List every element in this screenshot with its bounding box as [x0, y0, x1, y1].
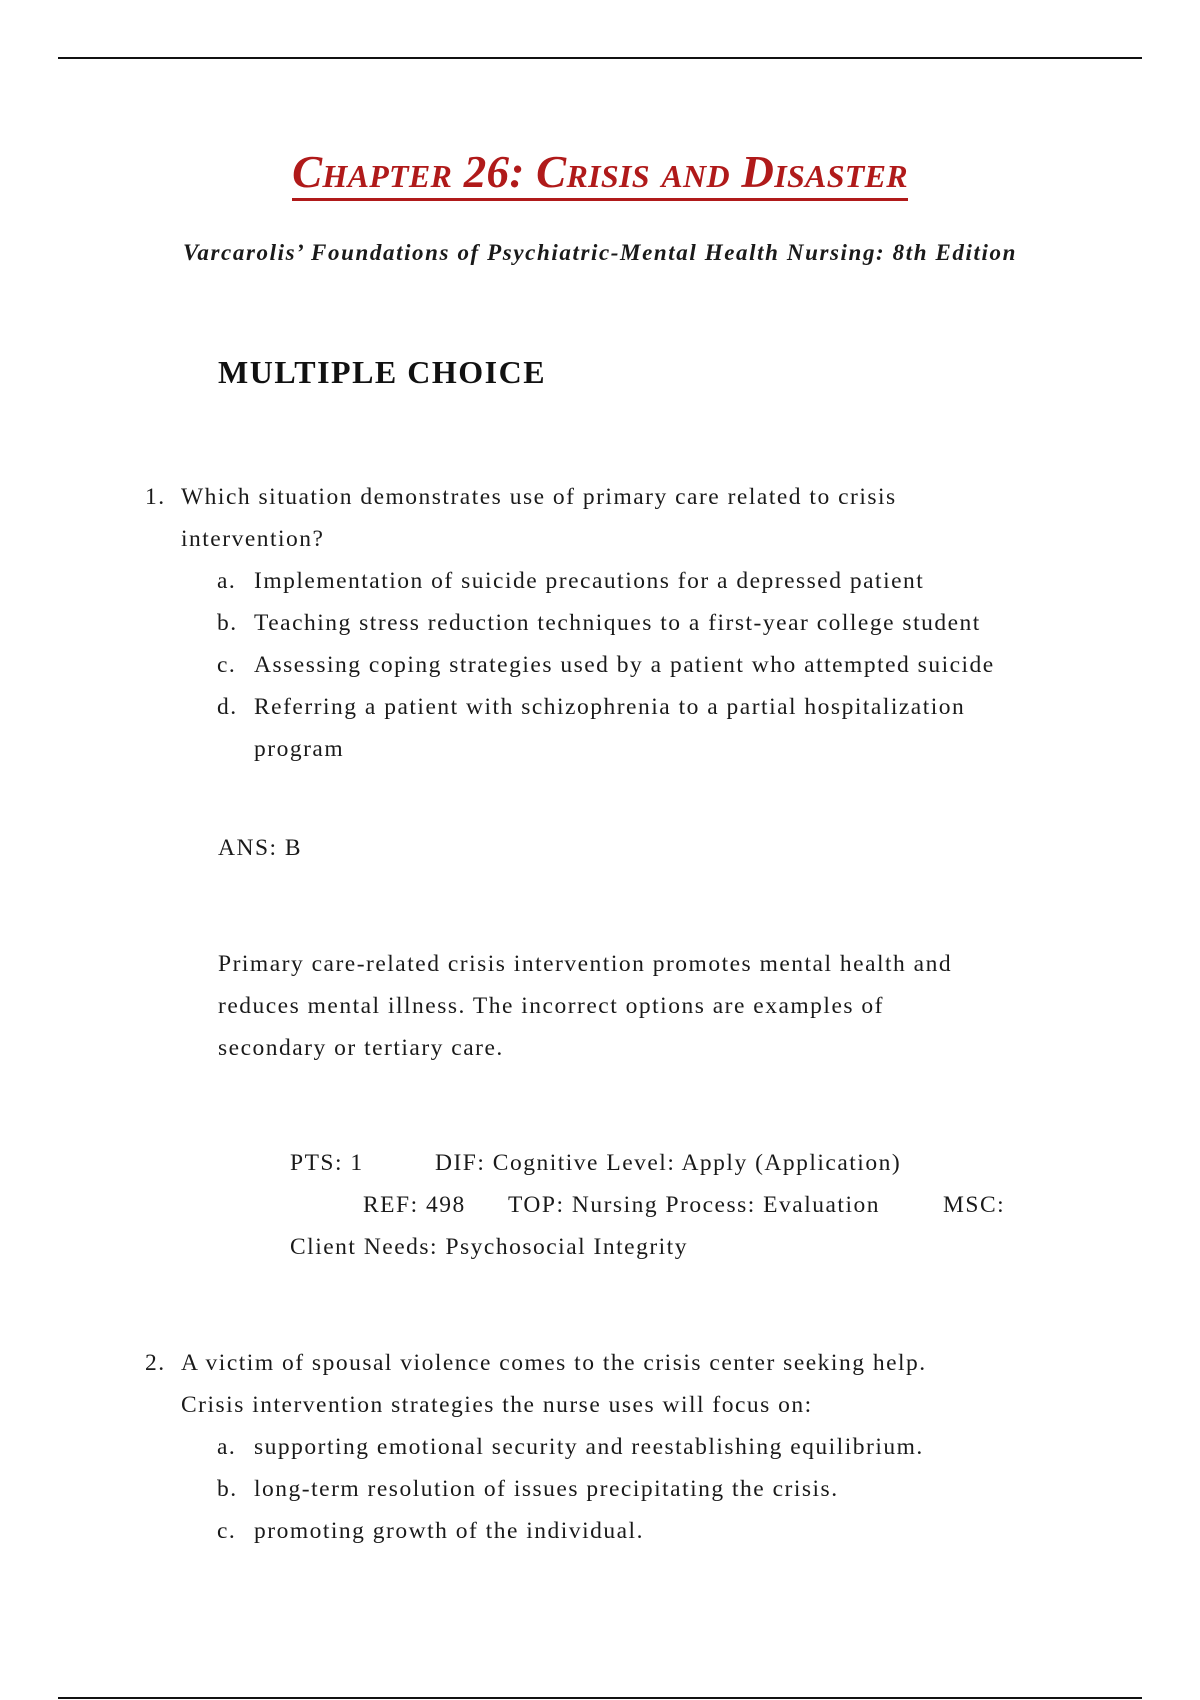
option-text: Teaching stress reduction techniques to a first-year college student: [254, 610, 981, 636]
option-text: promoting growth of the individual.: [254, 1518, 644, 1544]
option-text: Assessing coping strategies used by a patient who attempted suicide: [254, 652, 995, 678]
option-letter: c.: [217, 1518, 237, 1544]
option-letter: a.: [217, 1434, 237, 1460]
section-heading: MULTIPLE CHOICE: [218, 354, 547, 390]
chapter-title: [0, 147, 1200, 201]
meta-difficulty: DIF: Cognitive Level: Apply (Application): [435, 1150, 902, 1176]
book-title: Varcarolis’ Foundations of Psychiatric-Mental Health Nursing: 8th Edition: [183, 240, 1017, 265]
option-text: Referring a patient with schizophrenia to a partial hospitalization: [254, 694, 966, 720]
option-letter: a.: [217, 568, 237, 594]
rationale-line: reduces mental illness. The incorrect options are examples of: [218, 993, 884, 1019]
meta-reference: REF: 498: [363, 1192, 466, 1218]
question-stem-line: intervention?: [181, 526, 325, 552]
question-number: 1.: [145, 484, 166, 510]
question-stem-line: A victim of spousal violence comes to the crisis center seeking help.: [181, 1350, 927, 1376]
answer: ANS: B: [218, 835, 303, 861]
option-text: supporting emotional security and reestablishing equilibrium.: [254, 1434, 924, 1460]
chapter-title-text: Chapter 26: Crisis and Disaster: [292, 150, 908, 201]
top-rule: [58, 57, 1142, 59]
question-number: 2.: [145, 1350, 166, 1376]
option-text: long-term resolution of issues precipitating the crisis.: [254, 1476, 839, 1502]
meta-client-needs: Client Needs: Psychosocial Integrity: [290, 1234, 688, 1260]
meta-points: PTS: 1: [290, 1150, 364, 1176]
meta-topic: TOP: Nursing Process: Evaluation: [508, 1192, 880, 1218]
bottom-rule: [58, 1697, 1142, 1699]
rationale-line: secondary or tertiary care.: [218, 1035, 504, 1061]
question-stem-line: Crisis intervention strategies the nurse uses will focus on:: [181, 1392, 813, 1418]
option-text-continued: program: [254, 736, 345, 762]
option-letter: b.: [217, 610, 238, 636]
option-letter: b.: [217, 1476, 238, 1502]
option-text: Implementation of suicide precautions for a depressed patient: [254, 568, 925, 594]
option-letter: d.: [217, 694, 238, 720]
option-letter: c.: [217, 652, 237, 678]
rationale-line: Primary care-related crisis intervention promotes mental health and: [218, 951, 953, 977]
meta-msc: MSC:: [943, 1192, 1006, 1218]
question-stem-line: Which situation demonstrates use of primary care related to crisis: [181, 484, 897, 510]
